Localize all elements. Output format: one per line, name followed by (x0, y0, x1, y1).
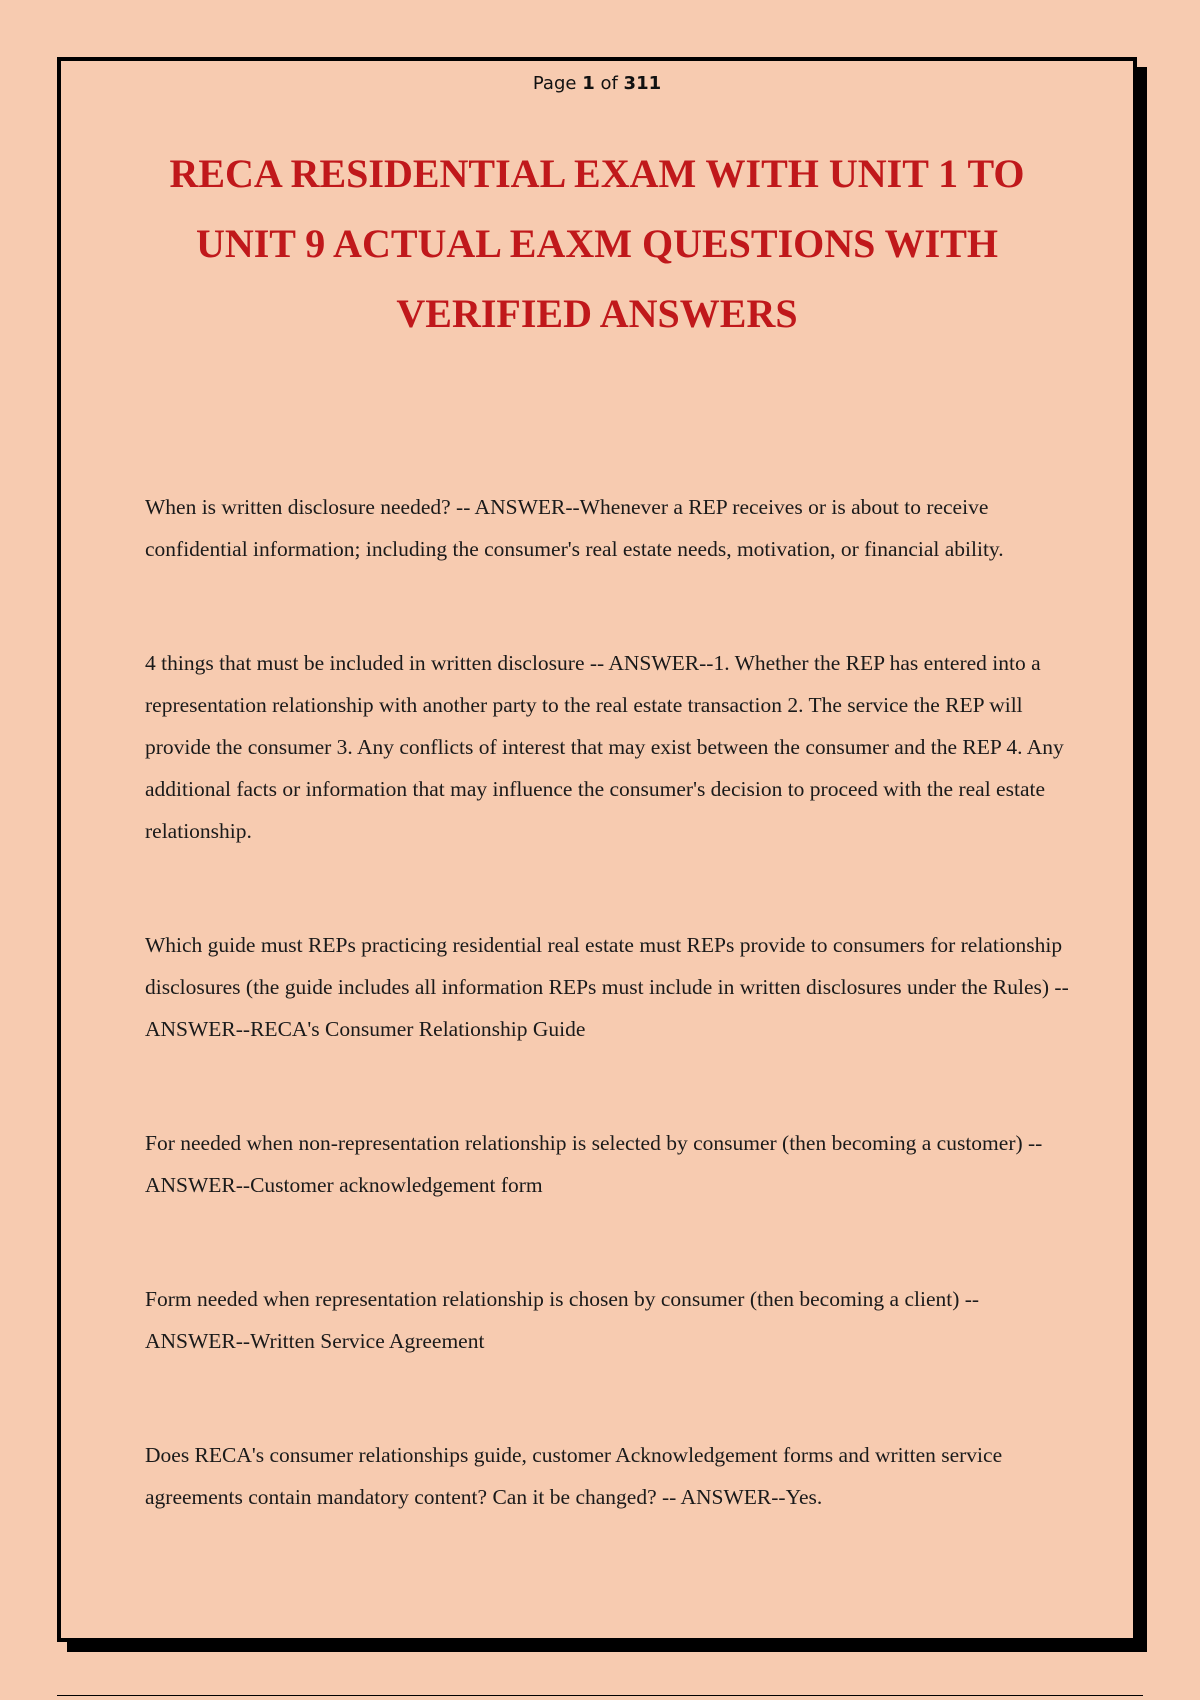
qa-item: Does RECA's consumer relationships guide, customer Acknowledgement forms and written service agreements contain mandatory content? Can it be changed? -- ANSWER--Yes. (145, 1443, 1003, 1509)
qa-list (145, 486, 1073, 1518)
qa-item: Which guide must REPs practicing residential real estate must REPs provide to consumers for relationship disclosures (the guide includes all information REPs must include in written disclosures under the Rules) -- ANSWER--RECA's Consumer Relationship Guide (145, 933, 1069, 1041)
page-indicator (61, 73, 1133, 94)
page-current: 1 (582, 73, 595, 94)
page-of-label: of (600, 73, 618, 94)
document-title: RECA RESIDENTIAL EXAM WITH UNIT 1 TO UNIT 9 ACTUAL EAXM QUESTIONS WITH VERIFIED ANSWERS (169, 151, 1025, 336)
qa-item: 4 things that must be included in written disclosure -- ANSWER--1. Whether the REP has entered into a representation relationship with another party to the real estate transaction 2. The service the REP will provide the consumer 3. Any conflicts of interest that may exist between the consumer and the REP 4. Any additional facts or information that may influence the consumer's decision to proceed with the real estate relationship. (145, 651, 1064, 843)
page-label: Page (532, 73, 577, 94)
qa-item: When is written disclosure needed? -- ANSWER--Whenever a REP receives or is about to receive confidential information; including the consumer's real estate needs, motivation, or financial ability. (145, 495, 1004, 561)
document-page (57, 57, 1137, 1642)
qa-item: Form needed when representation relationship is chosen by consumer (then becoming a client) -- ANSWER--Written Service Agreement (145, 1287, 980, 1353)
page-total: 311 (623, 73, 662, 94)
qa-item: For needed when non-representation relationship is selected by consumer (then becoming a customer) -- ANSWER--Customer acknowledgement form (145, 1131, 1043, 1197)
bottom-divider (57, 1695, 1143, 1696)
